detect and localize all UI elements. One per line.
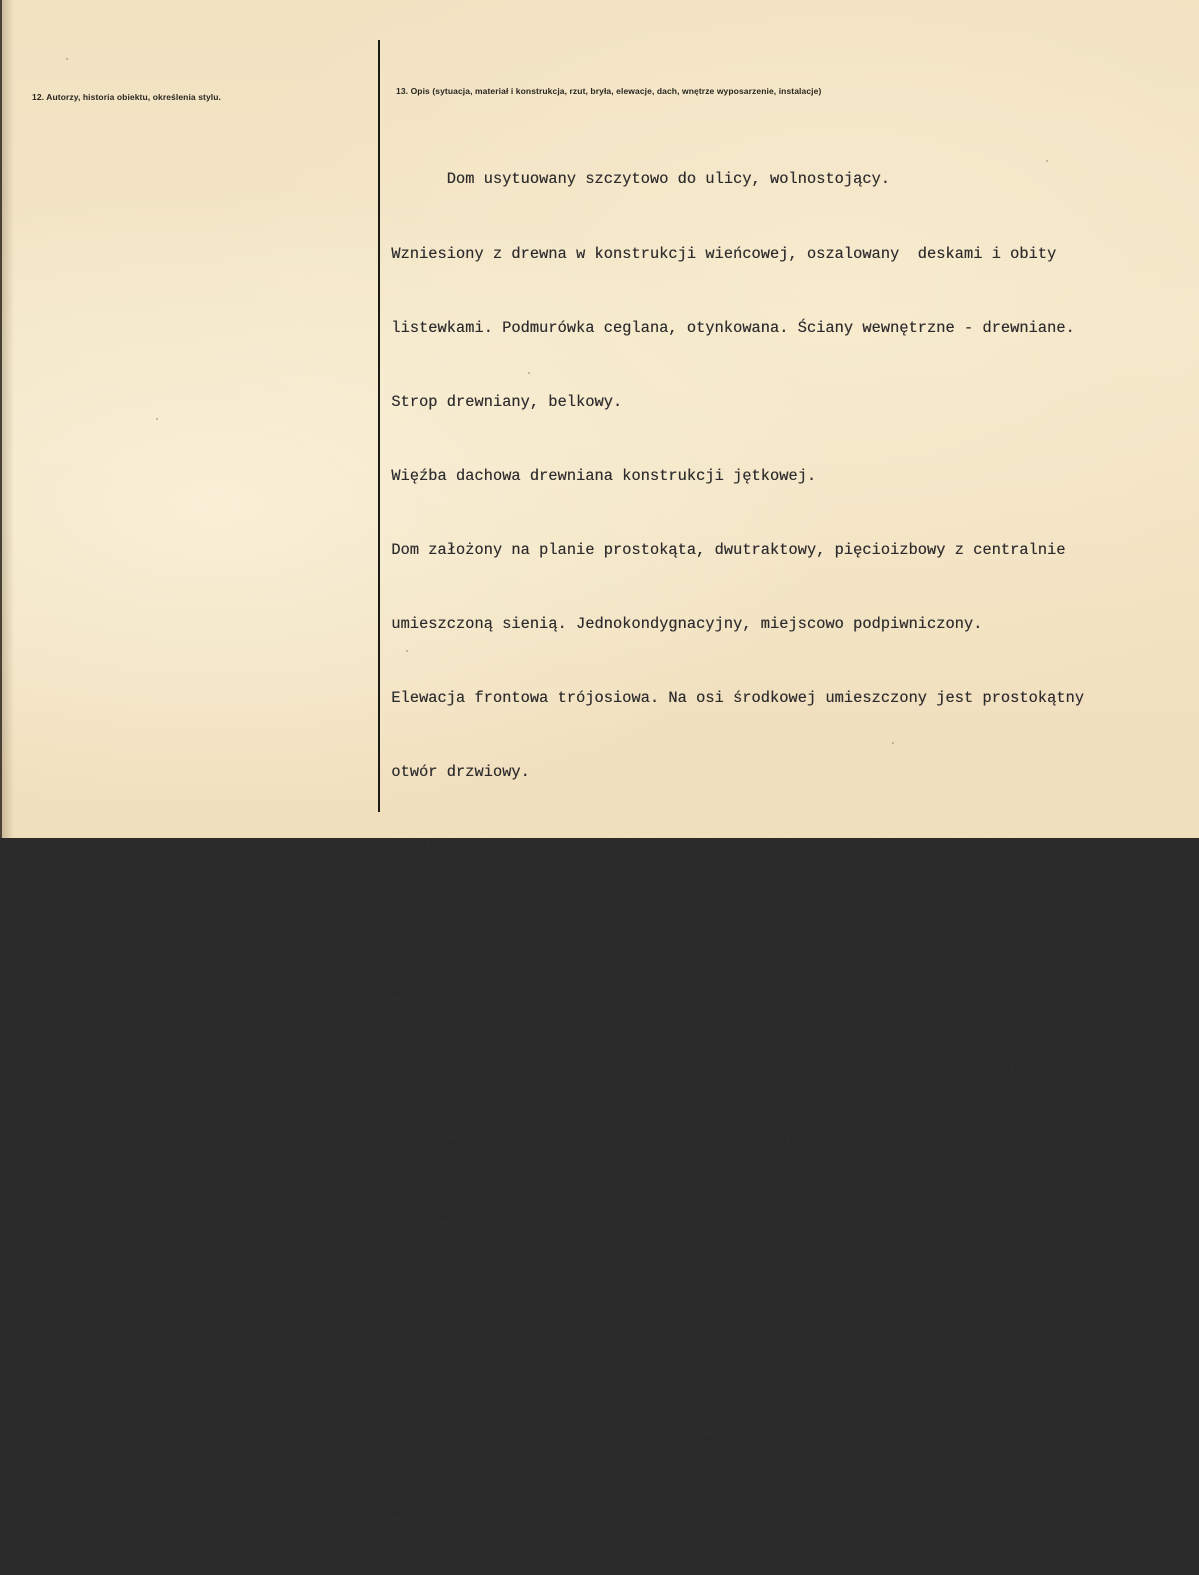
description-line: Dom usytuowany szczytowo do ulicy, wolnostojący.: [382, 170, 890, 189]
description-line: W poziomie okapu przybita jest ozdobnie wycięta listwa snycerska.: [382, 985, 992, 1004]
description-line: Elewacje boczne dwuosiowe zamknięte trójkątnymi szczytami wertykalnie: [382, 1059, 1029, 1078]
description-line: Dom założony na planie prostokąta, dwutraktowy, pięcioizbowy z centralnie: [382, 540, 1066, 559]
description-line: oszalowanymi deskami. Stolarka okienna analogiczna do stolarki elewacji: [382, 1133, 1047, 1152]
description-line: Wyposażenie: instalacja elektryczna.: [382, 1504, 724, 1523]
section-13-heading: 13. Opis (sytuacja, materiał i konstrukcja, rzut, bryła, elewacje, dach, wnętrze wyposarzenie, instalacje): [396, 86, 822, 96]
description-line: kątny otwór okienny.: [382, 1355, 576, 1374]
description-line: Wzniesiony z drewna w konstrukcji wieńcowej, oszalowany deskami i obity: [382, 244, 1057, 263]
typed-description: [382, 118, 1182, 1575]
page-edge-shadow: [2, 0, 14, 838]
description-line: umieszczoną sienią. Jednokondygnacyjny, miejscowo podpiwniczony.: [382, 614, 983, 633]
description-line: dwudzielna z nadślemieniem.: [382, 911, 641, 930]
description-line: Więźba dachowa drewniana konstrukcji jętkowej.: [382, 466, 817, 485]
description-line: Elewacja frontowa trójosiowa. Na osi środkowej umieszczony jest prostokątny: [382, 689, 1084, 708]
column-divider: [378, 40, 380, 812]
description-line: listewkami. Podmurówka ceglana, otynkowana. Ściany wewnętrzne - drewniane.: [382, 318, 1075, 337]
description-line: otwór drzwiowy.: [382, 763, 530, 782]
section-12-heading: 12. Autorzy, historia obiektu, określenia stylu.: [32, 92, 222, 102]
description-line: Stolarka płycinowa z naświetlem. Otwory okienne prostokątne. Stolarka: [382, 837, 1029, 856]
description-line: Dom przykryty jest dachem dwuspadowym i dachówką holenderką.: [382, 1430, 946, 1448]
description-line: frontowej.: [382, 1207, 475, 1226]
description-line: Strop drewniany, belkowy.: [382, 392, 623, 411]
description-line: Elewacja tylna jednoosiowa. Na osi środkowej umieszczony jest mały, prosto-: [382, 1281, 1084, 1300]
